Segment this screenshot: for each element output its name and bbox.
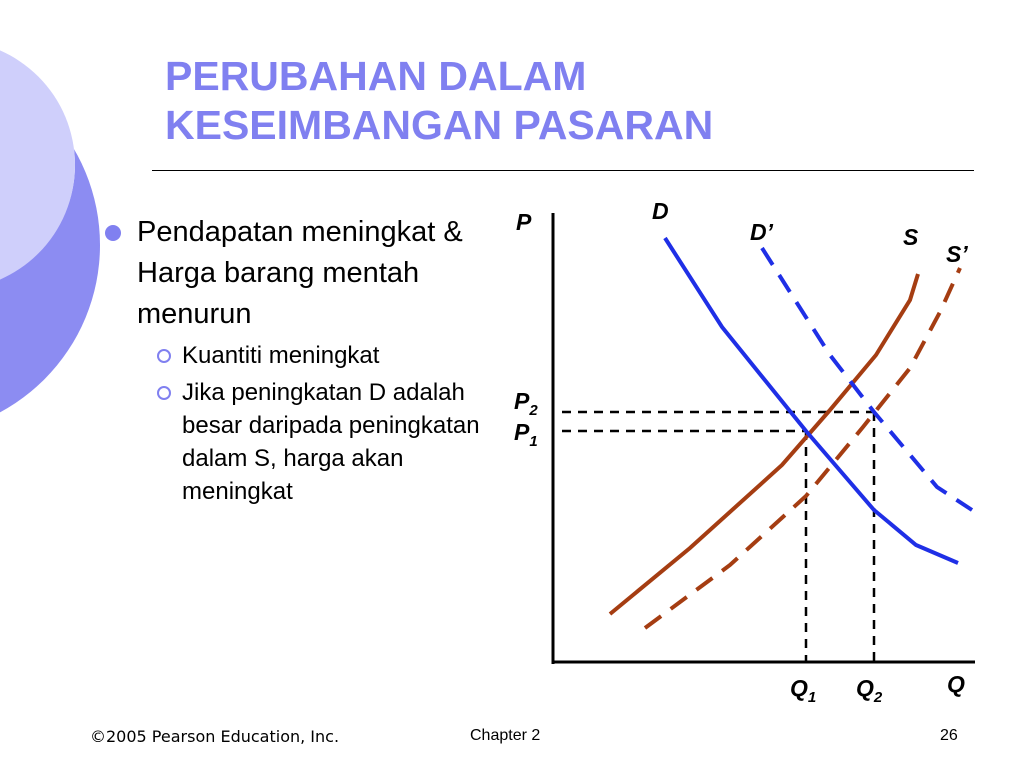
slide-title [165, 52, 985, 150]
bullet-list [105, 212, 505, 508]
y-axis-label: P [516, 209, 532, 235]
bullet-sub-2 [105, 376, 505, 508]
label-p1 [514, 419, 538, 450]
q2-sub: 2 [873, 689, 883, 706]
q1-base: Q [790, 675, 808, 701]
label-q2 [856, 675, 883, 706]
bullet-sub-1 [105, 339, 505, 372]
equilibrium-guides [562, 412, 874, 662]
footer-page-number: 26 [940, 727, 958, 744]
q1-sub: 1 [807, 689, 817, 706]
bullet-sub-1-text: Kuantiti meningkat [182, 342, 380, 369]
label-d: D [652, 198, 669, 224]
supply-curve-s-prime [645, 268, 960, 628]
bullet-sub-2-text: Jika peningkatan D adalah besar daripada peningkatan dalam S, harga akan meningkat [182, 379, 480, 505]
supply-curve-s [610, 274, 918, 614]
label-s: S [903, 224, 919, 250]
title-line-1: PERUBAHAN DALAM [165, 53, 587, 99]
bullet-main [105, 212, 505, 335]
bullet-ring-icon [157, 386, 171, 400]
demand-curve-d-prime [762, 248, 972, 510]
footer-copyright: ©2005 Pearson Education, Inc. [90, 727, 340, 746]
p1-sub: 1 [529, 433, 538, 450]
supply-demand-diagram [490, 190, 1000, 715]
bullet-main-text: Pendapatan meningkat & Harga barang mentah menurun [137, 216, 463, 330]
p2-sub: 2 [529, 402, 538, 419]
q2-base: Q [856, 675, 874, 701]
p2-base: P [514, 388, 530, 414]
label-s-prime: S’ [946, 241, 968, 267]
title-line-2: KESEIMBANGAN PASARAN [165, 102, 714, 148]
bullet-dot-icon [105, 225, 121, 241]
label-q1 [790, 675, 816, 706]
label-d-prime: D’ [750, 219, 773, 245]
x-axis-label: Q [947, 671, 965, 697]
p1-base: P [514, 419, 530, 445]
bullet-ring-icon [157, 349, 171, 363]
title-divider [152, 170, 974, 171]
footer-chapter: Chapter 2 [470, 727, 541, 744]
label-p2 [514, 388, 538, 419]
